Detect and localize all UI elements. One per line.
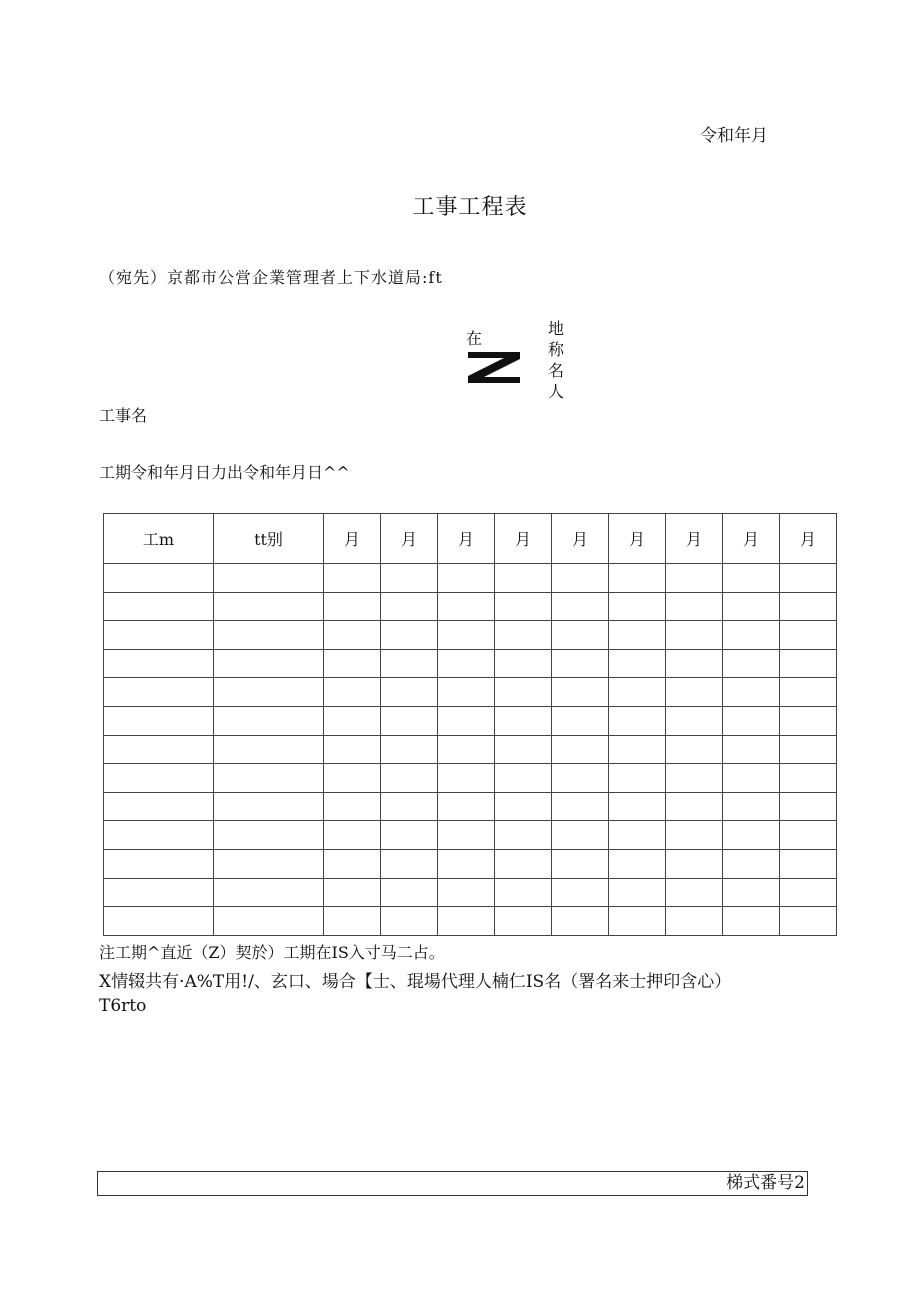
table-cell[interactable]: [552, 792, 609, 821]
table-cell[interactable]: [666, 564, 723, 593]
table-cell[interactable]: [552, 649, 609, 678]
form-number: 梯式番号2: [726, 1173, 805, 1193]
table-cell[interactable]: [495, 764, 552, 793]
table-cell[interactable]: [723, 707, 780, 736]
table-cell[interactable]: [666, 792, 723, 821]
construction-period-line: 工期令和年月日力出令和年月日^^: [99, 463, 350, 482]
table-cell[interactable]: [381, 707, 438, 736]
header-month: 月: [666, 514, 723, 564]
table-cell[interactable]: [609, 878, 666, 907]
table-row: [104, 735, 837, 764]
table-cell[interactable]: [780, 821, 837, 850]
table-cell[interactable]: [214, 735, 324, 764]
table-cell[interactable]: [214, 707, 324, 736]
table-cell[interactable]: [104, 907, 214, 936]
table-cell[interactable]: [666, 649, 723, 678]
table-cell[interactable]: [552, 707, 609, 736]
table-cell[interactable]: [723, 792, 780, 821]
table-row: [104, 678, 837, 707]
table-cell[interactable]: [214, 907, 324, 936]
table-cell[interactable]: [381, 678, 438, 707]
applicant-name-vertical: [548, 318, 566, 402]
table-cell[interactable]: [495, 621, 552, 650]
note-line-2: X情辍共有·A%T用!/、玄口、場合【士、琨場代理人楠仁IS名（署名来士押印含心）: [99, 972, 732, 992]
table-cell[interactable]: [609, 707, 666, 736]
project-name-label: 工事名: [99, 406, 148, 425]
table-cell[interactable]: [438, 878, 495, 907]
table-cell[interactable]: [723, 821, 780, 850]
recipient-line: （宛先）京都市公営企業管理者上下水道局:ft: [99, 268, 443, 287]
table-row: [104, 878, 837, 907]
table-cell[interactable]: [214, 592, 324, 621]
table-cell[interactable]: [609, 907, 666, 936]
applicant-seal-mark: [466, 350, 522, 384]
table-cell[interactable]: [780, 878, 837, 907]
table-row: [104, 564, 837, 593]
table-cell[interactable]: [381, 735, 438, 764]
table-cell[interactable]: [381, 821, 438, 850]
table-cell[interactable]: [214, 649, 324, 678]
table-cell[interactable]: [495, 821, 552, 850]
table-cell[interactable]: [780, 678, 837, 707]
table-cell[interactable]: [438, 821, 495, 850]
table-cell[interactable]: [324, 878, 381, 907]
table-cell[interactable]: [723, 907, 780, 936]
table-cell[interactable]: [609, 850, 666, 879]
table-cell[interactable]: [609, 649, 666, 678]
table-cell[interactable]: [780, 564, 837, 593]
table-cell[interactable]: [104, 850, 214, 879]
table-cell[interactable]: [552, 878, 609, 907]
table-cell[interactable]: [780, 649, 837, 678]
table-cell[interactable]: [666, 821, 723, 850]
table-cell[interactable]: [495, 792, 552, 821]
vertical-char: 地: [548, 319, 565, 338]
table-cell[interactable]: [666, 850, 723, 879]
table-cell[interactable]: [723, 678, 780, 707]
table-cell[interactable]: [381, 592, 438, 621]
table-cell[interactable]: [723, 764, 780, 793]
table-cell[interactable]: [381, 907, 438, 936]
table-cell[interactable]: [214, 821, 324, 850]
table-row: [104, 764, 837, 793]
table-cell[interactable]: [780, 907, 837, 936]
table-cell[interactable]: [438, 678, 495, 707]
table-cell[interactable]: [723, 649, 780, 678]
header-month: 月: [723, 514, 780, 564]
table-cell[interactable]: [324, 649, 381, 678]
table-cell[interactable]: [324, 821, 381, 850]
table-cell[interactable]: [780, 735, 837, 764]
table-cell[interactable]: [324, 764, 381, 793]
table-cell[interactable]: [324, 735, 381, 764]
table-cell[interactable]: [609, 621, 666, 650]
table-cell[interactable]: [324, 850, 381, 879]
table-cell[interactable]: [552, 907, 609, 936]
table-cell[interactable]: [780, 792, 837, 821]
table-cell[interactable]: [381, 792, 438, 821]
table-cell[interactable]: [324, 621, 381, 650]
table-cell[interactable]: [666, 621, 723, 650]
table-cell[interactable]: [780, 621, 837, 650]
table-cell[interactable]: [438, 907, 495, 936]
table-cell[interactable]: [552, 678, 609, 707]
table-cell[interactable]: [438, 649, 495, 678]
document-title: 工事工程表: [412, 195, 528, 220]
table-cell[interactable]: [552, 564, 609, 593]
table-cell[interactable]: [438, 592, 495, 621]
form-number-box: [97, 1171, 808, 1196]
date-line: 令和年月: [700, 126, 768, 146]
table-cell[interactable]: [214, 878, 324, 907]
table-row: [104, 592, 837, 621]
table-cell[interactable]: [609, 592, 666, 621]
table-cell[interactable]: [495, 878, 552, 907]
table-header-row: [104, 514, 837, 564]
table-cell[interactable]: [666, 592, 723, 621]
table-cell[interactable]: [495, 564, 552, 593]
table-cell[interactable]: [495, 592, 552, 621]
table-cell[interactable]: [609, 764, 666, 793]
table-cell[interactable]: [324, 564, 381, 593]
table-cell[interactable]: [104, 621, 214, 650]
table-cell[interactable]: [495, 707, 552, 736]
table-cell[interactable]: [324, 592, 381, 621]
table-cell[interactable]: [552, 621, 609, 650]
table-cell[interactable]: [214, 621, 324, 650]
header-month: 月: [780, 514, 837, 564]
table-cell[interactable]: [381, 649, 438, 678]
table-cell[interactable]: [104, 792, 214, 821]
table-cell[interactable]: [666, 707, 723, 736]
table-cell[interactable]: [780, 707, 837, 736]
table-cell[interactable]: [780, 592, 837, 621]
table-cell[interactable]: [552, 850, 609, 879]
table-cell[interactable]: [214, 678, 324, 707]
table-row: [104, 907, 837, 936]
table-row: [104, 821, 837, 850]
table-cell[interactable]: [552, 764, 609, 793]
header-month: 月: [324, 514, 381, 564]
table-cell[interactable]: [609, 821, 666, 850]
table-cell[interactable]: [609, 678, 666, 707]
table-cell[interactable]: [780, 850, 837, 879]
table-cell[interactable]: [104, 649, 214, 678]
table-cell[interactable]: [666, 878, 723, 907]
table-cell[interactable]: [438, 792, 495, 821]
header-month: 月: [438, 514, 495, 564]
table-cell[interactable]: [438, 621, 495, 650]
table-cell[interactable]: [104, 564, 214, 593]
table-cell[interactable]: [104, 735, 214, 764]
table-cell[interactable]: [666, 678, 723, 707]
table-cell[interactable]: [723, 850, 780, 879]
table-cell[interactable]: [381, 564, 438, 593]
header-month: 月: [381, 514, 438, 564]
table-row: [104, 649, 837, 678]
table-cell[interactable]: [552, 592, 609, 621]
header-work-type: 工m: [104, 514, 214, 564]
table-cell[interactable]: [438, 707, 495, 736]
table-cell[interactable]: [495, 850, 552, 879]
table-cell[interactable]: [495, 678, 552, 707]
note-line-1: 注工期^直近（Z）契於）工期在IS入寸马二占。: [99, 943, 445, 962]
table-cell[interactable]: [438, 564, 495, 593]
table-cell[interactable]: [666, 764, 723, 793]
table-cell[interactable]: [723, 564, 780, 593]
table-cell[interactable]: [104, 821, 214, 850]
table-cell[interactable]: [324, 678, 381, 707]
table-cell[interactable]: [666, 907, 723, 936]
table-cell[interactable]: [438, 735, 495, 764]
table-cell[interactable]: [381, 764, 438, 793]
table-cell[interactable]: [723, 621, 780, 650]
table-cell[interactable]: [495, 907, 552, 936]
table-cell[interactable]: [104, 678, 214, 707]
note-line-3: T6rto: [99, 996, 147, 1016]
table-cell[interactable]: [495, 735, 552, 764]
table-cell[interactable]: [723, 592, 780, 621]
table-cell[interactable]: [381, 878, 438, 907]
table-cell[interactable]: [780, 764, 837, 793]
header-month: 月: [609, 514, 666, 564]
header-category: tt别: [214, 514, 324, 564]
table-cell[interactable]: [723, 735, 780, 764]
table-cell[interactable]: [666, 735, 723, 764]
table-cell[interactable]: [723, 878, 780, 907]
table-cell[interactable]: [381, 850, 438, 879]
table-cell[interactable]: [104, 707, 214, 736]
table-cell[interactable]: [104, 764, 214, 793]
table-cell[interactable]: [438, 850, 495, 879]
applicant-address-label: 在: [466, 329, 483, 348]
table-cell[interactable]: [438, 764, 495, 793]
vertical-char: 人: [548, 382, 565, 401]
table-cell[interactable]: [609, 735, 666, 764]
table-cell[interactable]: [324, 707, 381, 736]
table-cell[interactable]: [381, 621, 438, 650]
table-cell[interactable]: [214, 850, 324, 879]
table-cell[interactable]: [214, 564, 324, 593]
table-cell[interactable]: [104, 592, 214, 621]
table-cell[interactable]: [104, 878, 214, 907]
header-month: 月: [552, 514, 609, 564]
table-cell[interactable]: [552, 821, 609, 850]
table-cell[interactable]: [609, 792, 666, 821]
vertical-char: 称: [548, 340, 565, 359]
table-cell[interactable]: [324, 907, 381, 936]
table-cell[interactable]: [214, 764, 324, 793]
vertical-char: 名: [548, 361, 565, 380]
schedule-table: [103, 513, 837, 936]
table-cell[interactable]: [214, 792, 324, 821]
table-row: [104, 621, 837, 650]
table-row: [104, 792, 837, 821]
table-cell[interactable]: [609, 564, 666, 593]
header-month: 月: [495, 514, 552, 564]
table-row: [104, 850, 837, 879]
table-cell[interactable]: [552, 735, 609, 764]
table-cell[interactable]: [324, 792, 381, 821]
table-cell[interactable]: [495, 649, 552, 678]
table-row: [104, 707, 837, 736]
